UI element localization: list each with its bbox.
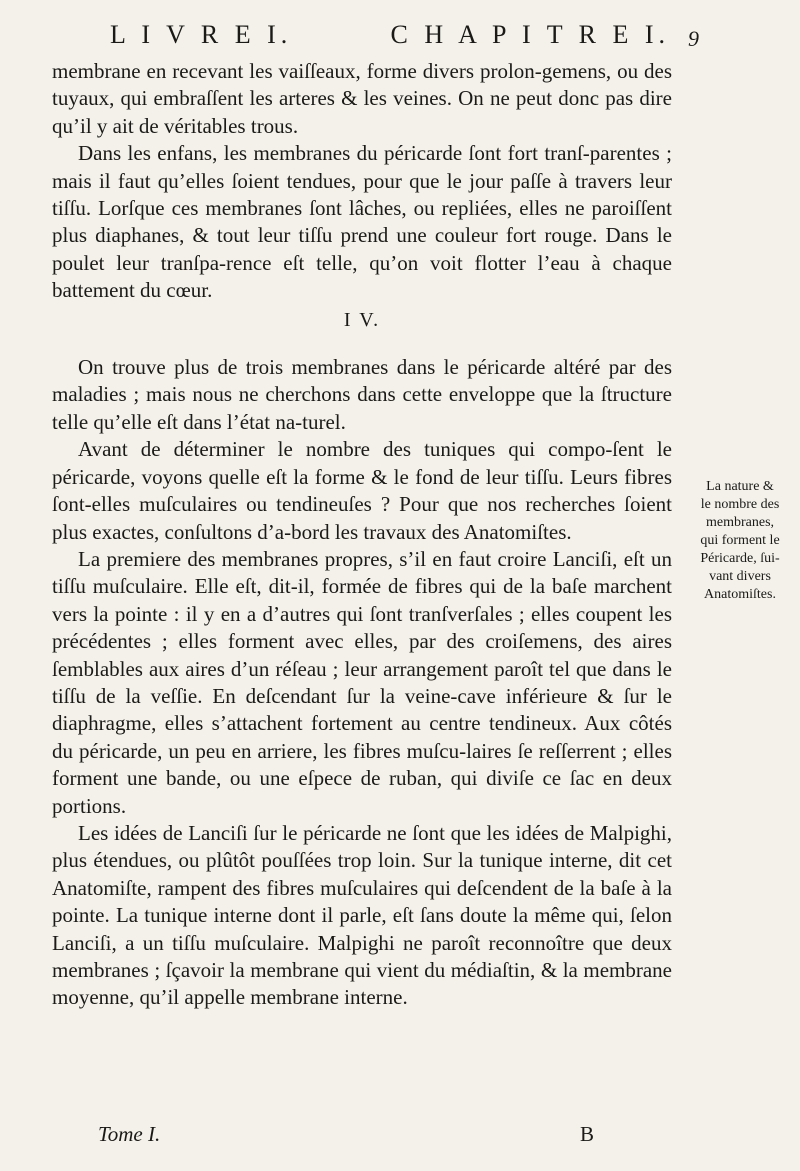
running-header [110,20,670,50]
paragraph-5: La premiere des membranes propres, s’il en faut croire Lanciſi, eſt un tiſſu muſculaire. Elle eſt, dit-il, formée de fibres qui de la baſe marchent vers la pointe : il y en a d’autres qui ſont tranſverſales ; elles coupent les précédentes ; elles forment avec elles, par des croiſemens, des aires ſemblables aux aires d’un réſeau ; leur arrangement paroît tel que dans le tiſſu de la veſſie. En deſcendant ſur la veine-cave inférieure & ſur le diaphragme, elles s’attachent fortement au centre tendineux. Aux côtés du péricarde, un peu en arriere, les fibres muſcu-laires ſe reſſerrent ; elles forment une bande, ou une eſpece de ruban, qui diviſe ce ſac en deux portions. [52,546,672,818]
margin-note [686,478,794,604]
footer-tome: Tome I. [98,1122,161,1146]
section-numeral: I V. [343,308,381,331]
page-number: 9 [688,26,699,51]
header-chapitre: C H A P I T R E I. [390,20,670,49]
signature-mark: B [580,1122,595,1146]
margin-note-line: La nature & [706,479,774,494]
paragraph-2: Dans les enfans, les membranes du péricarde ſont fort tranſ-parentes ; mais il faut qu’elles ſoient tendues, pour que le jour paſſe à travers leur tiſſu. Lorſque ces membranes ſont lâches, ou repliées, elles ne paroiſſent plus diaphanes, & tout leur tiſſu prend une couleur fort rouge. Dans le poulet leur tranſpa-rence eſt telle, qu’on voit flotter l’eau à chaque battement du cœur. [52,141,672,303]
margin-note-line: le nombre des [700,497,780,512]
margin-note-line: Péricarde, ſui- [700,551,780,566]
paragraph-1: membrane en recevant les vaiſſeaux, forme divers prolon-gemens, ou des tuyaux, qui embraſſent les arteres & les veines. On ne peut donc pas dire qu’il y ait de véritables trous. [52,59,672,138]
margin-note-line: Anatomiſtes. [704,587,776,602]
paragraph-4: Avant de déterminer le nombre des tuniques qui compo-ſent le péricarde, voyons quelle eſt la forme & le fond de leur tiſſu. Leurs fibres ſont-elles muſculaires ou tendineuſes ? Pour que nos recherches ſoient plus exactes, conſultons d’a-bord les travaux des Anatomiſtes. [52,437,672,544]
margin-note-line: qui forment le [700,533,780,548]
paragraph-3: On trouve plus de trois membranes dans le péricarde altéré par des maladies ; mais nous ne cherchons dans cette enveloppe que la ſtructure telle qu’elle eſt dans l’état na-turel. [52,355,672,434]
paragraph-6: Les idées de Lanciſi ſur le péricarde ne ſont que les idées de Malpighi, plus étendues, ou plûtôt pouſſées trop loin. Sur la tunique interne, dit cet Anatomiſte, rampent des fibres muſculaires qui deſcendent de la baſe à la pointe. La tunique interne dont il parle, eſt ſans doute la même qui, ſelon Lanciſi, a un tiſſu muſculaire. Malpighi ne paroît reconnoître que deux membranes ; ſçavoir la membrane qui vient du médiaſtin, & la membrane moyenne, qu’il appelle membrane interne. [52,820,672,1010]
margin-note-line: membranes, [705,515,775,530]
body-text [52,58,672,1012]
header-livre: L I V R E I. [110,20,293,49]
margin-note-line: vant divers [709,569,771,584]
